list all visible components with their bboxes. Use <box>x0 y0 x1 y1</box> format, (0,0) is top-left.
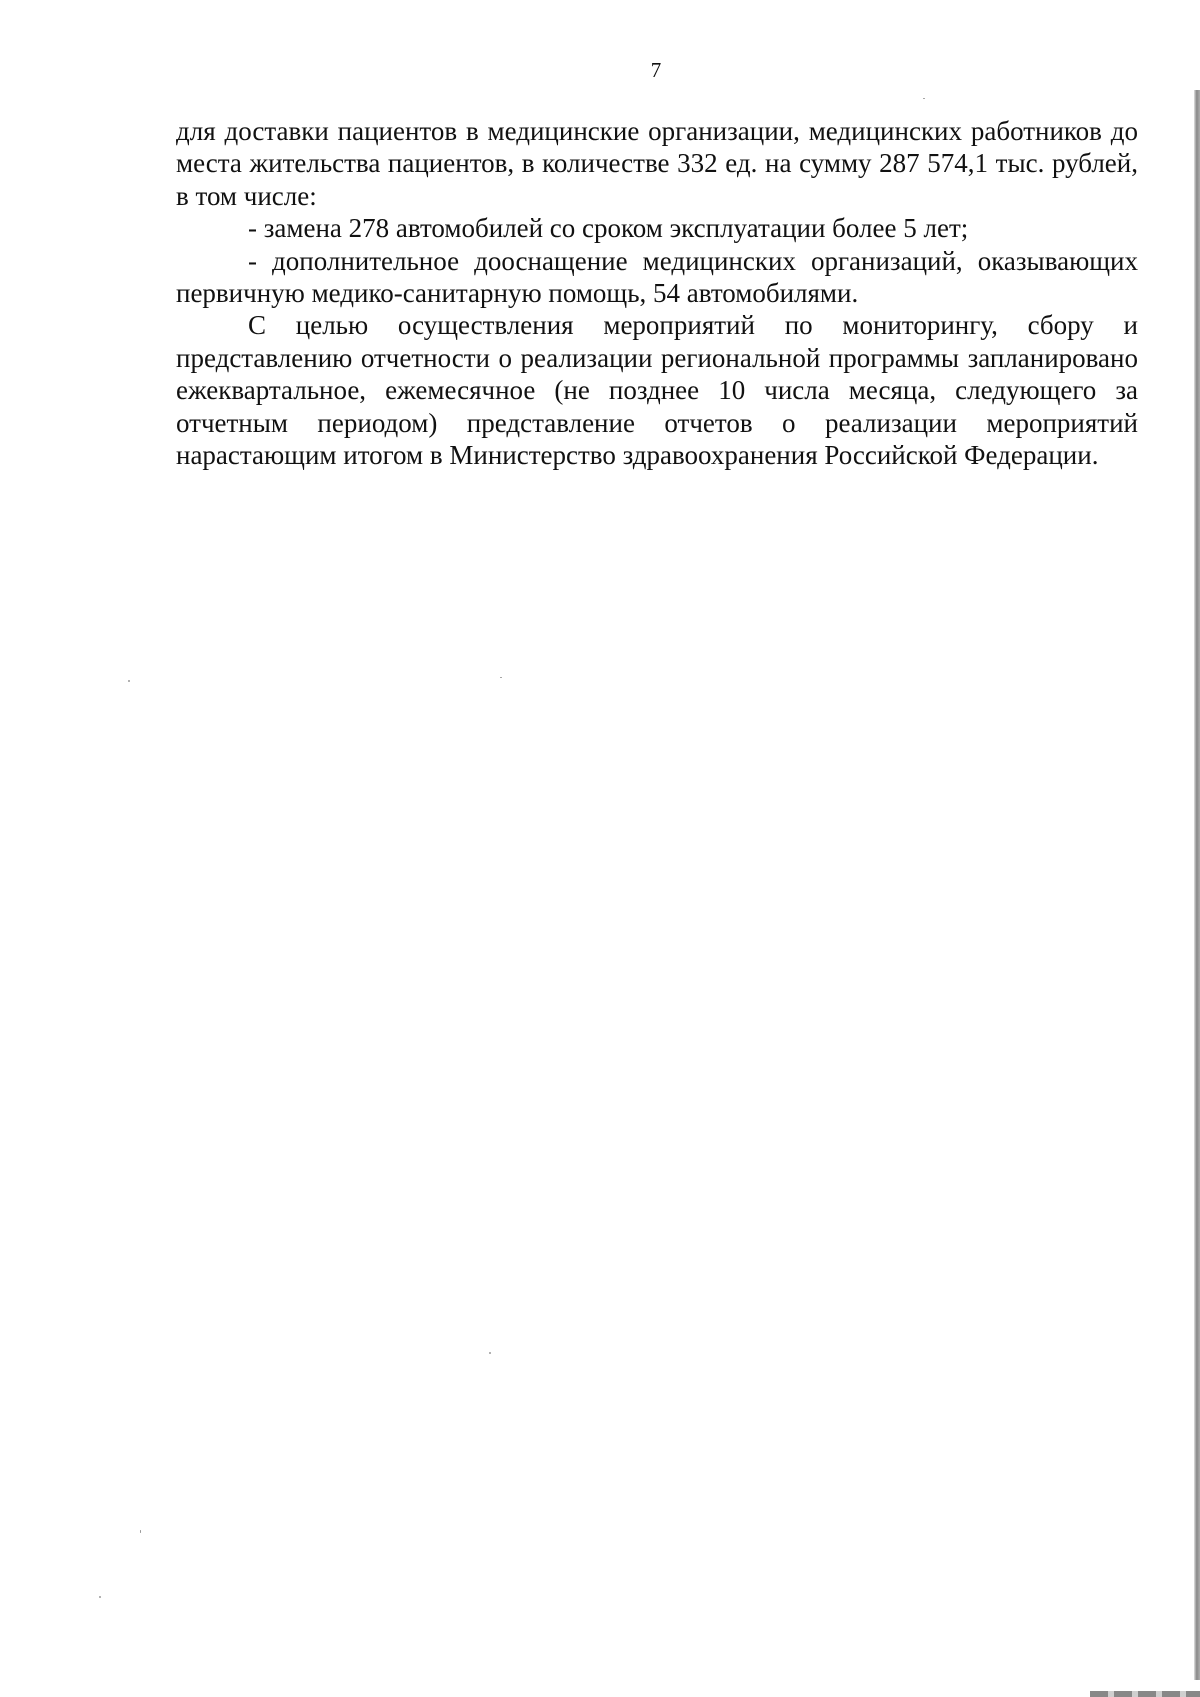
paragraph-list-item-replacement: - замена 278 автомобилей со сроком эксплуатации более 5 лет; <box>248 213 969 244</box>
scan-speck <box>500 677 502 678</box>
scan-speck <box>128 680 130 682</box>
scan-speck <box>489 1352 491 1354</box>
scan-edge-bottom <box>1090 1691 1200 1697</box>
paragraph-list-item-equipment: - дополнительное дооснащение медицинских организаций, оказывающих первичную медико-санитарную помощь, 54 автомобилями. <box>176 245 1138 309</box>
scan-edge-shadow <box>1194 90 1200 1680</box>
page-number: 7 <box>650 58 662 82</box>
scan-speck <box>99 1596 101 1598</box>
body-text <box>176 115 1138 471</box>
scan-speck <box>140 1530 141 1533</box>
paragraph-monitoring: С целью осуществления мероприятий по мониторингу, сбору и представлению отчетности о реализации региональной программы запланировано ежеквартальное, ежемесячное (не позднее 10 числа месяца, следующего за отчетным периодом) представление отчетов о реализации мероприятий нарастающим итогом в Министерство здравоохранения Российской Федерации. <box>176 310 1138 471</box>
paragraph-intro: для доставки пациентов в медицинские организации, медицинских работников до места жительства пациентов, в количестве 332 ед. на сумму 287 574,1 тыс. рублей, в том числе: <box>176 116 1138 211</box>
scan-speck <box>923 98 925 99</box>
